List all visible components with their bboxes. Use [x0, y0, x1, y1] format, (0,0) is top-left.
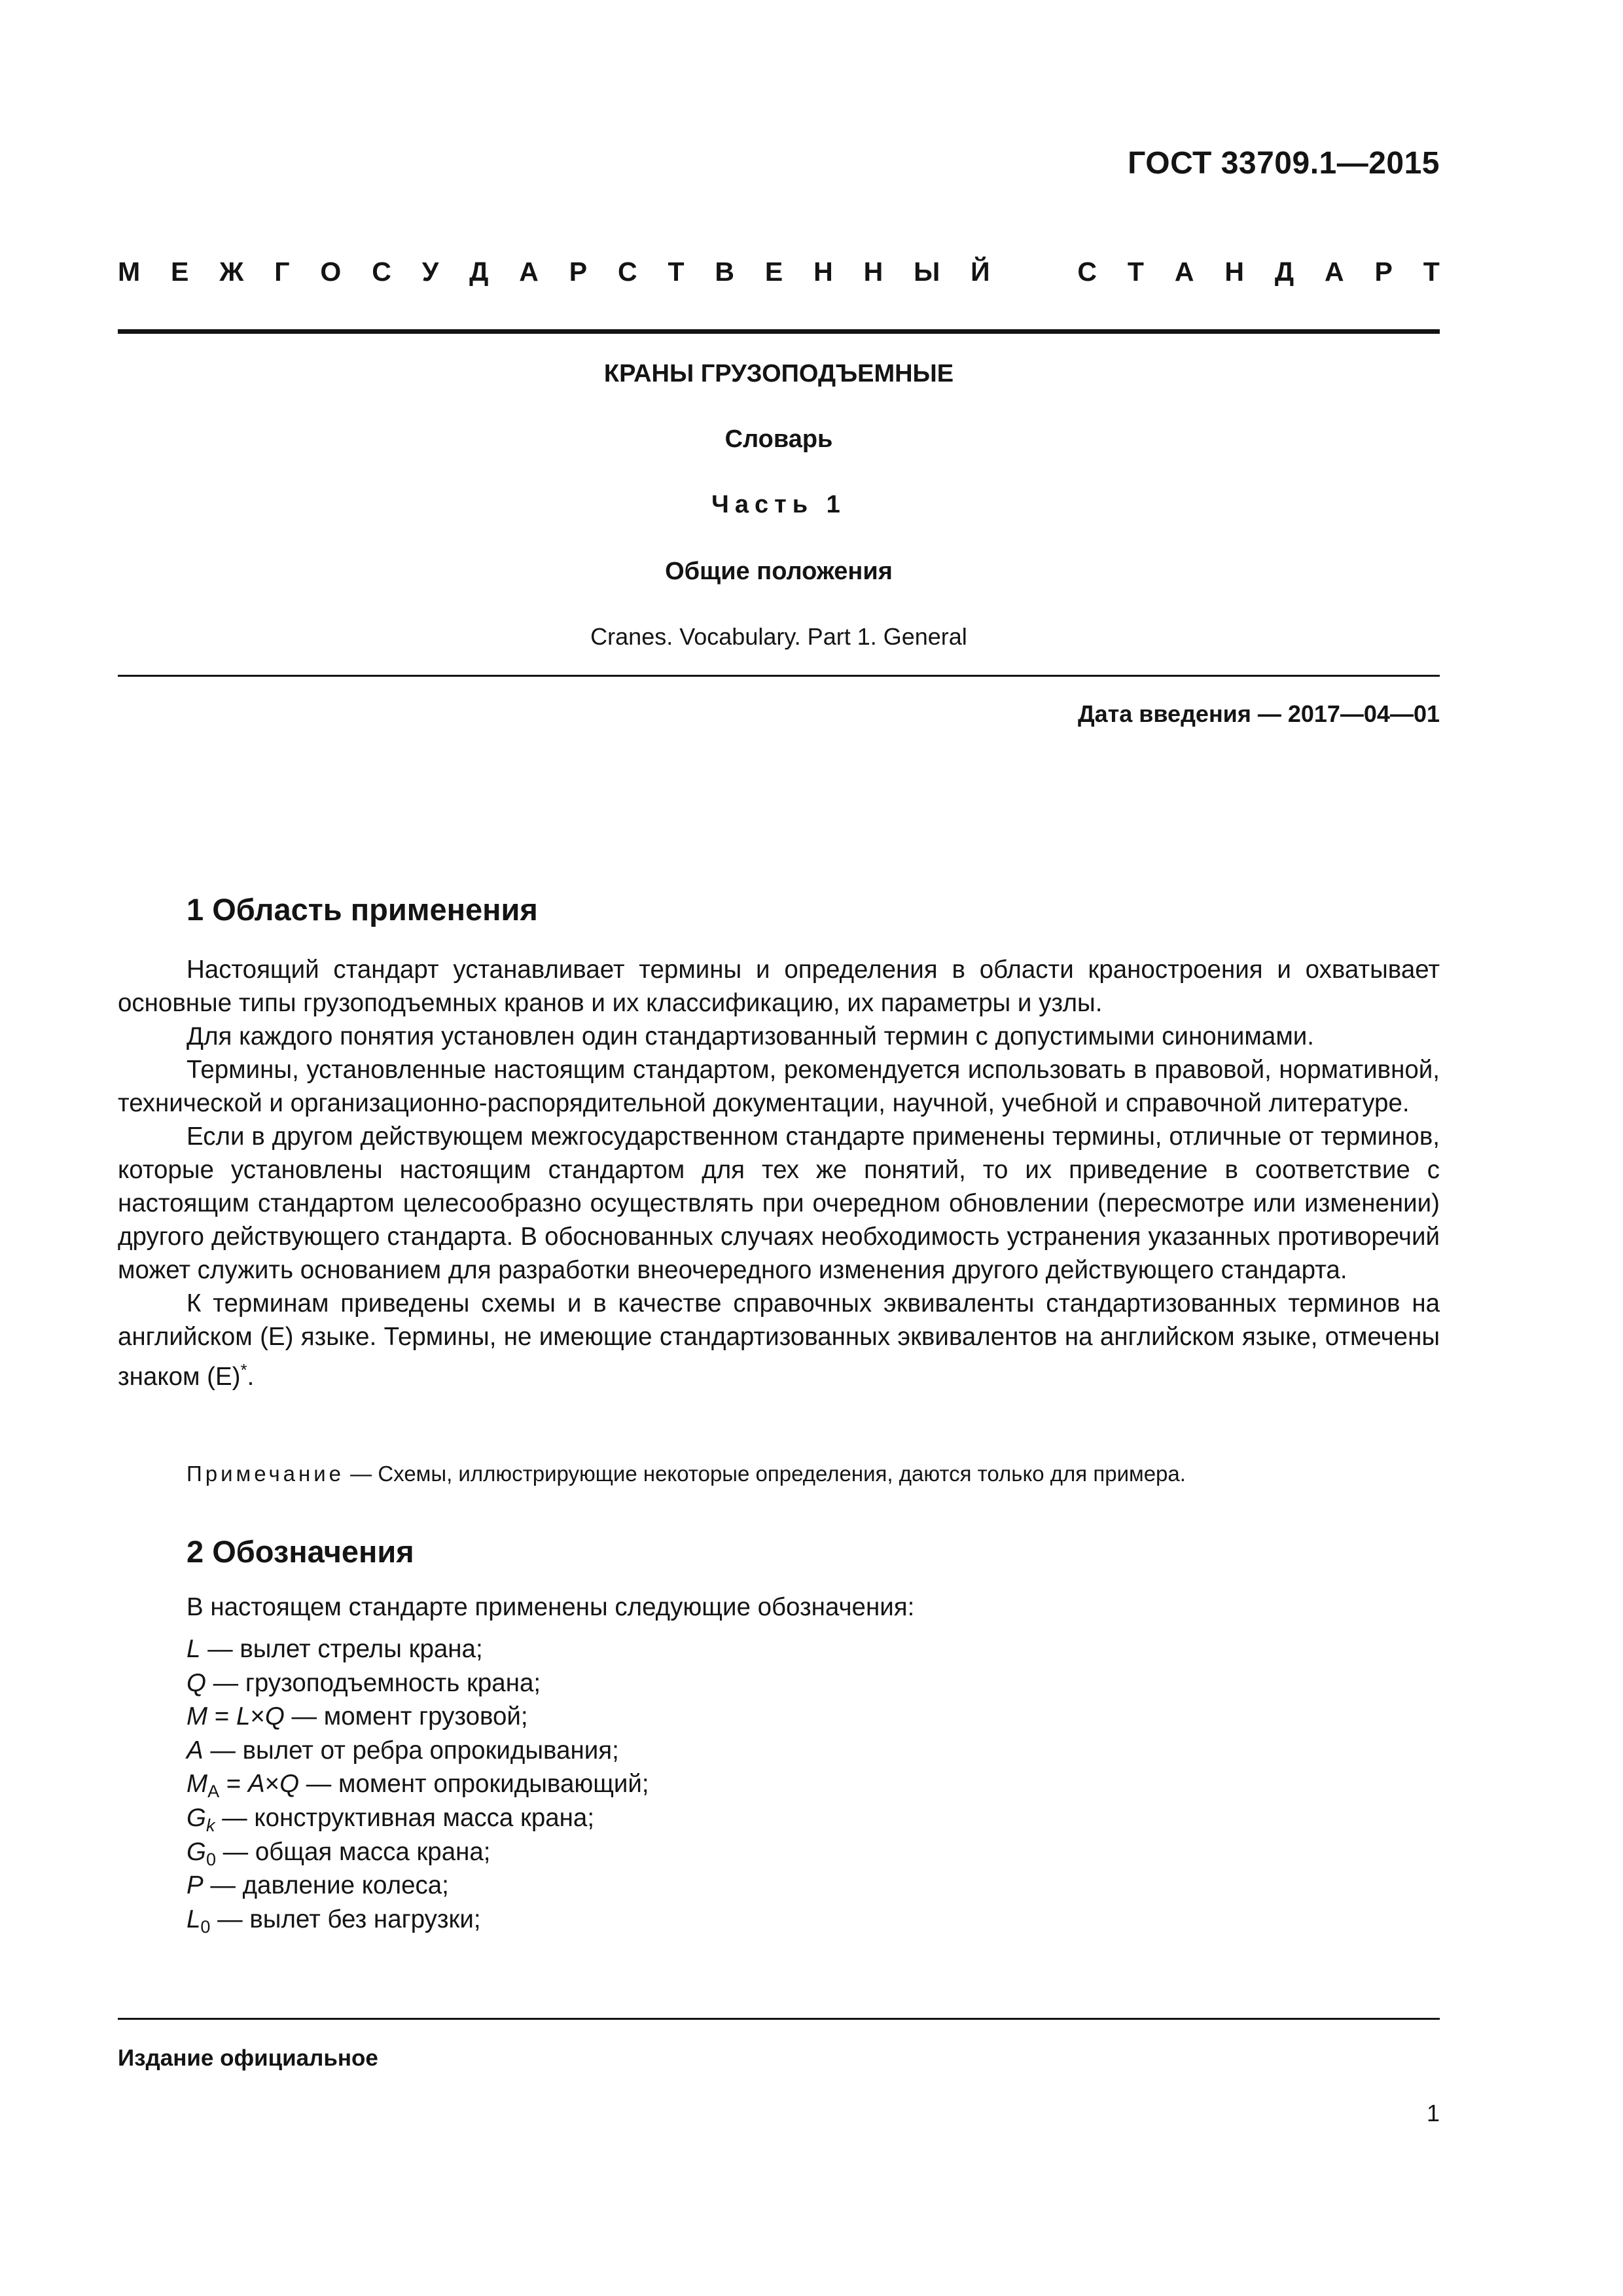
heading-letter: С — [372, 257, 391, 287]
symbol: M — [187, 1770, 208, 1799]
footer-divider — [118, 2018, 1440, 2020]
symbol: Q — [279, 1770, 300, 1799]
heading-letter: Н — [1224, 257, 1244, 287]
heading-letter: О — [320, 257, 342, 287]
document-subtitle: Словарь — [724, 425, 833, 453]
heading-letter: Й — [971, 257, 990, 287]
list-item — [187, 1903, 649, 1937]
symbol: L — [187, 1635, 201, 1663]
symbol: L — [236, 1702, 251, 1731]
header-divider — [118, 329, 1440, 334]
heading-letter: Т — [1423, 257, 1440, 287]
document-part: Часть 1 — [711, 491, 846, 518]
heading-letter: Д — [469, 257, 489, 287]
symbol-definition: — конструктивная масса крана; — [215, 1803, 595, 1832]
symbols-intro: В настоящем стандарте применены следующие обозначения: — [187, 1593, 915, 1621]
list-item — [187, 1700, 649, 1734]
document-title: КРАНЫ ГРУЗОПОДЪЕМНЫЕ — [603, 360, 954, 387]
heading-letter: А — [1174, 257, 1194, 287]
paragraph: Термины, установленные настоящим стандартом, рекомендуется использовать в правовой, нормативной, технической и организационно-распорядительной документации, научной, учебной и справочной литературе. — [118, 1056, 1440, 1117]
heading-letter: Н — [863, 257, 883, 287]
word-gap — [1021, 257, 1047, 287]
symbol-definition: — вылет стрелы крана; — [200, 1635, 483, 1663]
heading-letter: Е — [764, 257, 783, 287]
symbol: Q — [187, 1668, 206, 1697]
official-edition-label: Издание официальное — [118, 2045, 378, 2071]
heading-letter: М — [118, 257, 141, 287]
paragraph: Настоящий стандарт устанавливает термины и определения в области краностроения и охватывает основные типы грузоподъемных кранов и их классификацию, их параметры и узлы. — [118, 956, 1440, 1017]
heading-letter: С — [1077, 257, 1097, 287]
list-item — [187, 1801, 649, 1835]
symbol-subscript: k — [205, 1815, 215, 1835]
heading-letter: Р — [569, 257, 588, 287]
document-number: ГОСТ 33709.1—2015 — [1128, 146, 1440, 181]
symbol: P — [187, 1871, 204, 1900]
title-divider — [118, 675, 1440, 677]
symbol: G — [187, 1837, 206, 1866]
symbol-definition: — общая масса крана; — [215, 1837, 491, 1866]
symbol-definition: = A×Q — момент опрокидывающий; — [219, 1770, 649, 1799]
heading-letter: Р — [1374, 257, 1393, 287]
symbol: A — [247, 1770, 265, 1799]
symbol-subscript: 0 — [200, 1916, 211, 1937]
note-label: Примечание — [187, 1462, 345, 1486]
heading-letter: Н — [813, 257, 833, 287]
list-item — [187, 1869, 649, 1903]
page-number: 1 — [1426, 2100, 1440, 2126]
symbol-definition: — давление колеса; — [203, 1871, 449, 1900]
symbol: M — [187, 1702, 208, 1731]
paragraph: Если в другом действующем межгосударственном стандарте применены термины, отличные от терминов, которые установлены настоящим стандартом для тех же понятий, то их приведение в соответствие с настоящим стандартом целесообразно осуществлять при очередном обновлении (пересмотре или изменении) другого действующего стандарта. В обоснованных случаях необходимость устранения указанных противоречий может служить основанием для разработки внеочередного изменения другого действующего стандарта. — [118, 1122, 1440, 1284]
note-text: — Схемы, иллюстрирующие некоторые определения, даются только для примера. — [344, 1462, 1186, 1486]
symbol-definition: = L×Q — момент грузовой; — [207, 1702, 528, 1731]
heading-letter: А — [519, 257, 539, 287]
symbol: Q — [264, 1702, 285, 1731]
symbols-list — [187, 1632, 649, 1936]
note — [187, 1462, 1186, 1486]
heading-letter: Т — [1127, 257, 1144, 287]
symbol: G — [187, 1803, 206, 1832]
heading-letter: Ы — [914, 257, 940, 287]
symbol-definition: — вылет от ребра опрокидывания; — [203, 1736, 619, 1765]
section-1-heading: 1 Область применения — [187, 892, 538, 927]
introduction-date: Дата введения — 2017—04—01 — [1077, 700, 1440, 727]
list-item — [187, 1767, 649, 1801]
heading-letter: Г — [274, 257, 290, 287]
list-item — [187, 1734, 649, 1768]
heading-letter: С — [617, 257, 637, 287]
heading-letter: Т — [668, 257, 685, 287]
interstate-standard-heading — [118, 257, 1440, 287]
heading-letter: А — [1324, 257, 1344, 287]
symbol: A — [187, 1736, 204, 1765]
symbol-definition: — вылет без нагрузки; — [210, 1905, 481, 1933]
english-title: Cranes. Vocabulary. Part 1. General — [590, 623, 967, 650]
section-2-heading: 2 Обозначения — [187, 1534, 414, 1569]
heading-letter: Е — [171, 257, 189, 287]
symbol-subscript: A — [207, 1782, 220, 1802]
heading-letter: В — [715, 257, 734, 287]
section-1-body — [118, 953, 1440, 1393]
heading-letter: Д — [1274, 257, 1294, 287]
symbol: L — [187, 1905, 201, 1933]
document-part-title: Общие положения — [665, 558, 893, 585]
footnote-mark: * — [240, 1360, 247, 1380]
heading-letter: У — [421, 257, 439, 287]
heading-letter: Ж — [219, 257, 244, 287]
list-item — [187, 1835, 649, 1869]
list-item — [187, 1666, 649, 1700]
paragraph: К терминам приведены схемы и в качестве справочных эквиваленты стандартизованных терминов на английском (Е) языке. Термины, не имеющие стандартизованных эквивалентов на английском языке, отмечены знаком (Е)*. — [118, 1289, 1440, 1391]
paragraph: Для каждого понятия установлен один стандартизованный термин с допустимыми синонимами. — [187, 1022, 1314, 1050]
symbol-definition: — грузоподъемность крана; — [205, 1668, 541, 1697]
list-item — [187, 1632, 649, 1666]
symbol-subscript: 0 — [205, 1849, 216, 1869]
